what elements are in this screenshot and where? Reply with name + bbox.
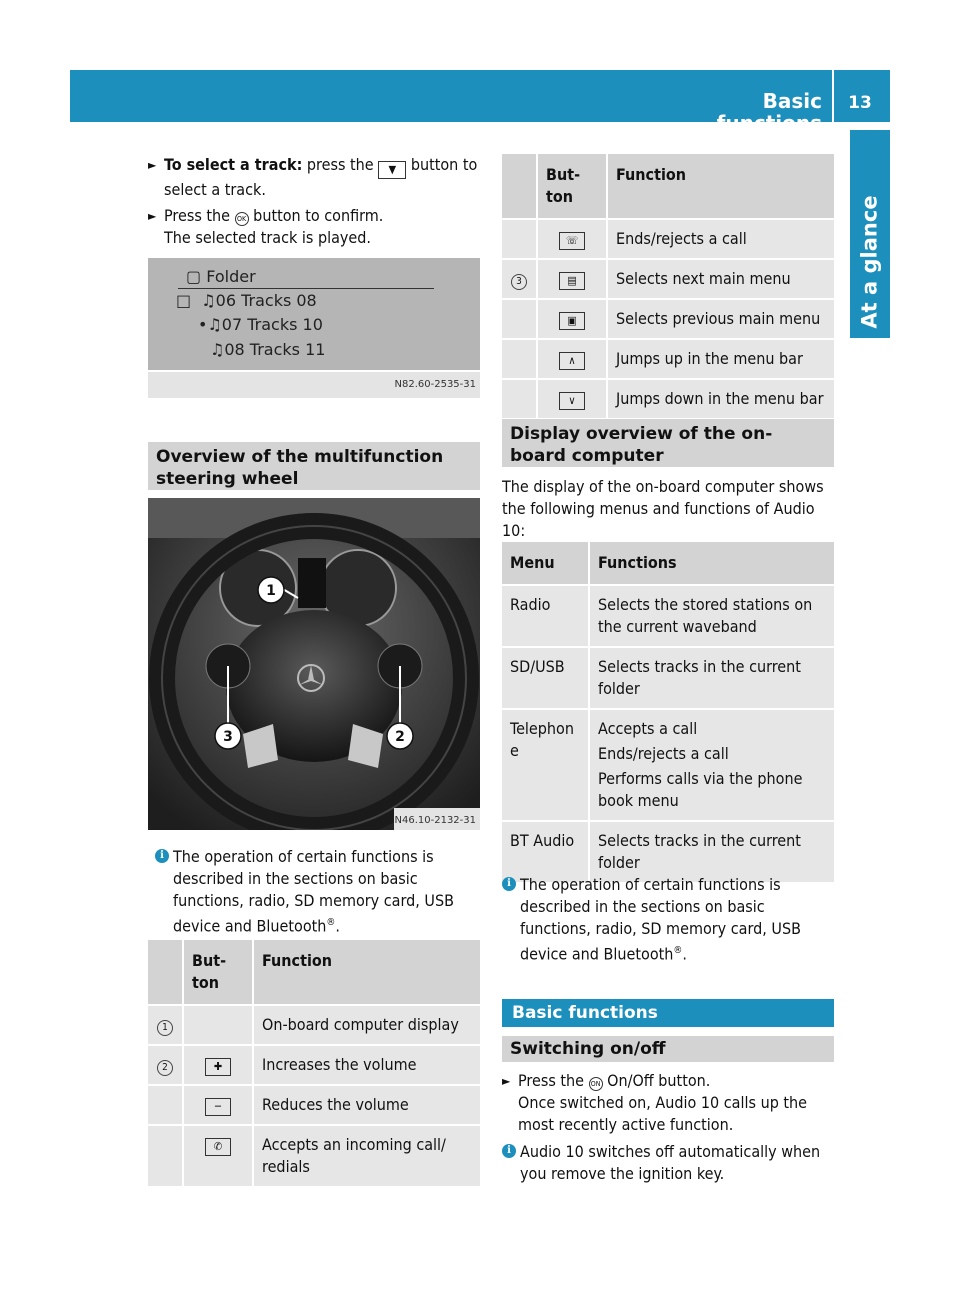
info-registered-mark: ®	[326, 917, 336, 928]
folder-label: Folder	[206, 267, 256, 286]
up-arrow-icon: ∧	[559, 352, 585, 370]
steering-wheel-svg	[148, 498, 480, 830]
callout-2: 2	[395, 729, 405, 745]
previous-menu-icon: ▣	[559, 312, 585, 330]
table-row	[502, 648, 834, 708]
table-cell-functions: Selects the stored stations on the current waveband	[590, 586, 834, 646]
track-2: 07 Tracks 10	[221, 315, 323, 334]
table-header-cell: Function	[254, 940, 480, 1004]
table-cell-empty	[502, 380, 538, 418]
table-row	[502, 260, 834, 298]
info-text-right-end: .	[682, 944, 687, 964]
table-cell-empty	[502, 220, 538, 258]
info-text-left-end: .	[335, 916, 340, 936]
table-row	[148, 1086, 480, 1124]
info-note-ignition	[502, 1141, 836, 1185]
track-3: 08 Tracks 11	[224, 340, 326, 359]
phone-end-icon: ☏	[559, 232, 585, 250]
info-note-left	[155, 846, 477, 937]
table-row	[502, 220, 834, 258]
table-cell-empty	[148, 1086, 184, 1124]
folder-row	[186, 266, 256, 288]
step-arrow-icon: ►	[148, 209, 157, 223]
step2-text-a: Press the	[164, 206, 231, 225]
info-registered-mark: ®	[673, 945, 683, 956]
power-text-a: Press the	[518, 1071, 585, 1090]
section-switching-on-off: Switching on/off	[502, 1036, 834, 1062]
header-divider	[832, 70, 834, 122]
header-section-title: Basic functions	[716, 89, 822, 135]
table-cell-function: Accepts an incoming call/ redials	[254, 1126, 480, 1186]
menu-functions-table	[502, 540, 834, 884]
table-cell-function: Jumps down in the menu bar	[608, 380, 834, 418]
table-header-cell: Functions	[590, 542, 834, 584]
table-cell-empty	[502, 300, 538, 338]
current-track-dot-icon: •	[198, 315, 208, 334]
info-icon: i	[155, 849, 169, 863]
callout-number: 1	[157, 1020, 173, 1036]
track-row-1	[176, 290, 317, 312]
step2-result: The selected track is played.	[164, 228, 371, 247]
step-arrow-icon: ►	[502, 1074, 511, 1088]
steering-buttons-table-right	[502, 152, 834, 420]
table-header-row	[502, 154, 834, 218]
info-icon: i	[502, 877, 516, 891]
table-header-cell: But- ton	[184, 940, 254, 1004]
empty-icon-cell	[184, 1006, 254, 1044]
down-arrow-button-icon: ▼	[378, 161, 406, 179]
table-row	[502, 586, 834, 646]
power-text-b: On/Off button.	[607, 1071, 711, 1090]
folder-icon: ▢	[186, 267, 202, 286]
table-header-cell: Function	[608, 154, 834, 218]
onboard-intro: The display of the on-board computer shows the following menus and functions of Audio 10:	[502, 477, 824, 540]
table-row	[502, 340, 834, 378]
info-note-right	[502, 874, 824, 965]
music-note-icon: ♫	[207, 315, 222, 334]
minus-button-icon: ─	[205, 1098, 231, 1116]
table-row	[148, 1046, 480, 1084]
table-row	[502, 300, 834, 338]
steering-wheel-image	[148, 498, 480, 830]
table-header-row	[148, 940, 480, 1004]
steering-buttons-table-left	[148, 938, 480, 1188]
info-icon: i	[502, 1144, 516, 1158]
table-header-cell: But- ton	[538, 154, 608, 218]
callout-3: 3	[223, 729, 233, 745]
next-menu-icon: ▤	[559, 272, 585, 290]
display-caption: N82.60-2535-31	[148, 372, 480, 398]
step1-bold: To select a track:	[164, 155, 303, 174]
wheel-caption: N46.10-2132-31	[394, 815, 476, 826]
step1-text-b: button to select a track.	[164, 155, 478, 199]
callout-number: 2	[157, 1060, 173, 1076]
track-row-2	[198, 314, 323, 336]
callout-number: 3	[511, 274, 527, 290]
table-cell-menu: Radio	[502, 586, 590, 646]
table-cell-menu: SD/USB	[502, 648, 590, 708]
info-text-ignition: Audio 10 switches off automatically when you remove the ignition key.	[520, 1142, 821, 1183]
music-note-icon: ♫	[210, 340, 225, 359]
step-power	[502, 1070, 836, 1136]
section-onboard-display: Display overview of the on-board computer	[502, 419, 834, 467]
section-steering-wheel: Overview of the multifunction steering wheel	[148, 442, 480, 490]
table-row	[502, 710, 834, 820]
page-number: 13	[848, 93, 872, 113]
function-line: Ends/rejects a call	[598, 744, 729, 763]
step-select-track	[148, 154, 483, 201]
table-cell-function: Ends/rejects a call	[608, 220, 834, 258]
callout-1: 1	[266, 583, 276, 599]
table-cell-functions: Selects tracks in the current folder	[590, 648, 834, 708]
track-1: 06 Tracks 08	[215, 291, 317, 310]
info-text-left: The operation of certain functions is described in the sections on basic functions, radio, SD memory card, USB device and Bluetooth	[173, 847, 454, 936]
phone-accept-icon: ✆	[205, 1138, 231, 1156]
function-line: Performs calls via the phone book menu	[598, 769, 803, 810]
table-header-row	[502, 542, 834, 584]
function-line: Accepts a call	[598, 719, 698, 738]
folder-up-icon: □	[176, 291, 192, 310]
power-button-icon: ON	[589, 1077, 603, 1091]
side-tab-label: At a glance	[858, 195, 883, 329]
table-cell-empty	[502, 340, 538, 378]
folder-divider	[178, 288, 434, 289]
ok-button-icon: OK	[235, 212, 249, 226]
step2-text-b: button to confirm.	[253, 206, 384, 225]
table-row	[502, 380, 834, 418]
table-header-cell: Menu	[502, 542, 590, 584]
track-row-3	[210, 339, 325, 361]
table-cell-function: On-board computer display	[254, 1006, 480, 1044]
table-row	[148, 1126, 480, 1186]
info-text-right: The operation of certain functions is described in the sections on basic functions, radio, SD memory card, USB device and Bluetooth	[520, 875, 801, 964]
down-arrow-icon: ∨	[559, 392, 585, 410]
table-header-cell	[502, 154, 538, 218]
table-cell-functions: Selects tracks in the current folder	[590, 822, 834, 882]
table-cell-function: Selects next main menu	[608, 260, 834, 298]
table-cell-menu: BT Audio	[502, 822, 590, 882]
table-header-cell	[148, 940, 184, 1004]
table-row	[502, 822, 834, 882]
table-cell-empty	[148, 1126, 184, 1186]
step-confirm	[148, 205, 483, 249]
power-result: Once switched on, Audio 10 calls up the most recently active function.	[518, 1093, 808, 1134]
table-cell-function: Increases the volume	[254, 1046, 480, 1084]
table-row	[148, 1006, 480, 1044]
music-note-icon: ♫	[201, 291, 216, 310]
table-cell-functions	[590, 710, 834, 820]
side-tab-label-wrap	[847, 187, 893, 337]
step1-text-a: press the	[306, 155, 374, 174]
section-basic-functions: Basic functions	[502, 999, 834, 1027]
table-cell-function: Reduces the volume	[254, 1086, 480, 1124]
table-cell-function: Jumps up in the menu bar	[608, 340, 834, 378]
table-cell-function: Selects previous main menu	[608, 300, 834, 338]
step-arrow-icon: ►	[148, 158, 157, 172]
plus-button-icon: ✚	[205, 1058, 231, 1076]
left-steps	[148, 154, 483, 249]
table-cell-menu: Telephon e	[502, 710, 590, 820]
